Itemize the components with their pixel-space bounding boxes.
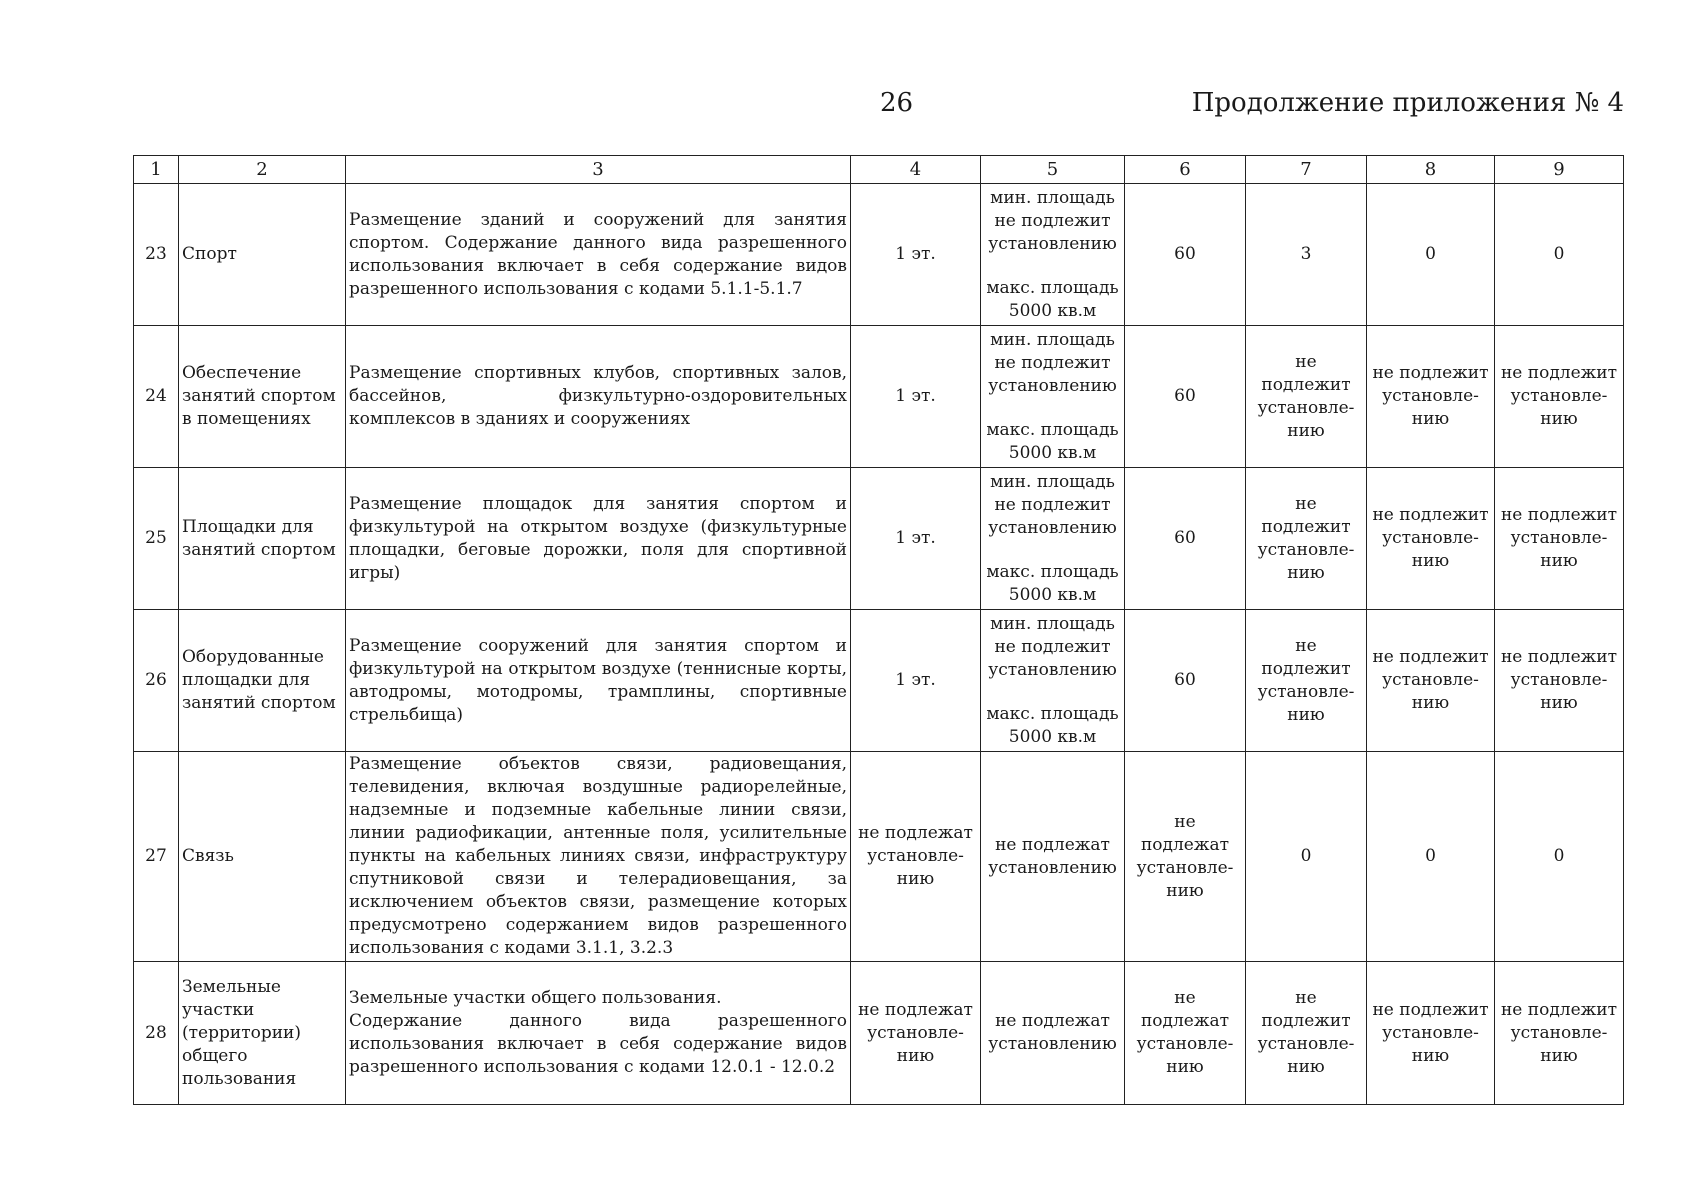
page-heading: Продолжение приложения № 4	[1191, 88, 1624, 118]
cell-col-8: не подлежит установле-нию	[1367, 326, 1495, 468]
cell-col-4: не подлежат установле-нию	[851, 752, 981, 962]
cell-col-7: не подлежит установле-нию	[1246, 468, 1367, 610]
cell-col-7: 3	[1246, 184, 1367, 326]
column-header: 6	[1125, 156, 1246, 184]
row-number: 28	[134, 962, 179, 1105]
cell-col-6: 60	[1125, 468, 1246, 610]
cell-col-4: 1 эт.	[851, 326, 981, 468]
cell-col-5	[981, 468, 1125, 610]
column-header: 4	[851, 156, 981, 184]
max-area: макс. площадь 5000 кв.м	[986, 703, 1119, 747]
max-area: макс. площадь 5000 кв.м	[986, 419, 1119, 463]
table-row	[134, 610, 1624, 752]
description-line: Земельные участки общего пользования.	[349, 988, 722, 1008]
min-area: мин. площадь не подлежит установлению	[988, 187, 1117, 254]
column-header: 9	[1495, 156, 1624, 184]
use-type-name: Спорт	[179, 184, 346, 326]
row-number: 23	[134, 184, 179, 326]
min-area: мин. площадь не подлежит установлению	[988, 471, 1117, 538]
cell-col-5	[981, 184, 1125, 326]
cell-col-9: не подлежит установле-нию	[1495, 326, 1624, 468]
column-header: 1	[134, 156, 179, 184]
column-header: 5	[981, 156, 1125, 184]
cell-col-9: не подлежит установле-нию	[1495, 468, 1624, 610]
table-row	[134, 962, 1624, 1105]
cell-col-6: не подлежат установле-нию	[1125, 962, 1246, 1105]
cell-col-4: не подлежат установле-нию	[851, 962, 981, 1105]
cell-col-5	[981, 610, 1125, 752]
cell-col-6: 60	[1125, 326, 1246, 468]
use-type-name: Оборудованные площадки для занятий спортом	[179, 610, 346, 752]
cell-col-8: не подлежит установле-нию	[1367, 962, 1495, 1105]
cell-col-5	[981, 326, 1125, 468]
cell-col-8: 0	[1367, 752, 1495, 962]
use-type-name: Связь	[179, 752, 346, 962]
cell-col-7: не подлежит установле-нию	[1246, 610, 1367, 752]
table-row	[134, 752, 1624, 962]
max-area: макс. площадь 5000 кв.м	[986, 561, 1119, 605]
description-line: Содержание данного вида разрешенного использования включает в себя содержание видов разрешенного использования с кодами 12.0.1 - 12.0.2	[349, 1011, 847, 1077]
cell-col-4: 1 эт.	[851, 184, 981, 326]
cell-col-9: не подлежит установле-нию	[1495, 962, 1624, 1105]
cell-col-9: 0	[1495, 184, 1624, 326]
column-header: 3	[346, 156, 851, 184]
use-type-description: Размещение сооружений для занятия спортом и физкультурой на открытом воздухе (теннисные корты, автодромы, мотодромы, трамплины, спортивные стрельбища)	[346, 610, 851, 752]
page-number: 26	[880, 88, 914, 118]
use-type-description: Размещение объектов связи, радиовещания, телевидения, включая воздушные радиорелейные, надземные и подземные кабельные линии связи, линии радиофикации, антенные поля, усилительные пункты на кабельных линиях связи, инфраструктуру спутниковой связи и телерадиовещания, за исключением объектов связи, размещение которых предусмотрено содержанием видов разрешенного использования с кодами 3.1.1, 3.2.3	[346, 752, 851, 962]
cell-col-6: не подлежат установле-нию	[1125, 752, 1246, 962]
max-area: макс. площадь 5000 кв.м	[986, 277, 1119, 321]
min-area: мин. площадь не подлежит установлению	[988, 329, 1117, 396]
cell-col-8: не подлежит установле-нию	[1367, 610, 1495, 752]
cell-col-5: не подлежат установлению	[981, 962, 1125, 1105]
use-type-name: Земельные участки (территории) общего пользования	[179, 962, 346, 1105]
use-type-name: Обеспечение занятий спортом в помещениях	[179, 326, 346, 468]
cell-col-7: не подлежит установле-нию	[1246, 326, 1367, 468]
cell-col-8: не подлежит установле-нию	[1367, 468, 1495, 610]
column-header: 7	[1246, 156, 1367, 184]
cell-col-4: 1 эт.	[851, 468, 981, 610]
column-header: 2	[179, 156, 346, 184]
row-number: 24	[134, 326, 179, 468]
use-type-description: Размещение площадок для занятия спортом и физкультурой на открытом воздухе (физкультурные площадки, беговые дорожки, поля для спортивной игры)	[346, 468, 851, 610]
cell-col-6: 60	[1125, 610, 1246, 752]
min-area: мин. площадь не подлежит установлению	[988, 613, 1117, 680]
use-type-description: Размещение зданий и сооружений для занятия спортом. Содержание данного вида разрешенного использования включает в себя содержание видов разрешенного использования с кодами 5.1.1-5.1.7	[346, 184, 851, 326]
column-header: 8	[1367, 156, 1495, 184]
use-type-name: Площадки для занятий спортом	[179, 468, 346, 610]
table-row	[134, 184, 1624, 326]
cell-col-6: 60	[1125, 184, 1246, 326]
cell-col-4: 1 эт.	[851, 610, 981, 752]
use-type-description	[346, 962, 851, 1105]
column-number-row	[134, 156, 1624, 184]
cell-col-9: не подлежит установле-нию	[1495, 610, 1624, 752]
cell-col-8: 0	[1367, 184, 1495, 326]
use-type-description: Размещение спортивных клубов, спортивных залов, бассейнов, физкультурно-оздоровительных комплексов в зданиях и сооружениях	[346, 326, 851, 468]
row-number: 25	[134, 468, 179, 610]
row-number: 27	[134, 752, 179, 962]
cell-col-9: 0	[1495, 752, 1624, 962]
cell-col-5: не подлежат установлению	[981, 752, 1125, 962]
row-number: 26	[134, 610, 179, 752]
table-row	[134, 468, 1624, 610]
table-row	[134, 326, 1624, 468]
cell-col-7: не подлежит установле-нию	[1246, 962, 1367, 1105]
zoning-table	[133, 155, 1624, 1105]
cell-col-7: 0	[1246, 752, 1367, 962]
